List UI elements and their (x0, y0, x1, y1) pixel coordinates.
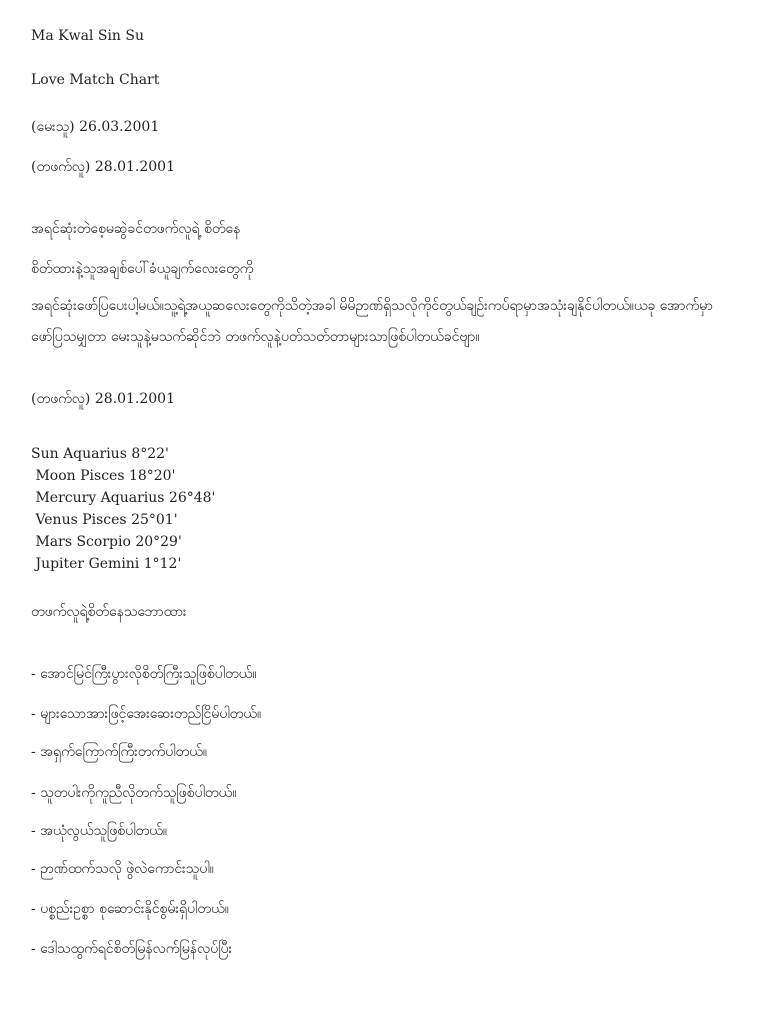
trait-item: - ဒေါသထွက်ရင်စိတ်မြန်လက်မြန်လုပ်ပြီး (31, 941, 233, 957)
intro-paragraph: အရင်ဆုံးဖော်ပြပေးပါ့မယ်။သူ့ရဲ့အယူဆလေးတွေကိုသိတဲ့အခါ မိမိဉာဏ်ရှိသလိုကိုင်တွယ်ချဉ်းကပ်ရာမှာအသုံးချနိုင်ပါတယ်။ယခု အောက်မှာဖော်ပြသမျှတာ မေးသူနဲ့မသက်ဆိုင်ဘဲ တဖက်လူနဲ့ပတ်သတ်တာများသာဖြစ်ပါတယ်ခင်ဗျာ။ (31, 298, 713, 345)
section-birth-date: (တဖက်လူ) 28.01.2001 (31, 391, 175, 407)
trait-item: - အရှက်ကြောက်ကြီးတက်ပါတယ်။ (31, 744, 207, 760)
trait-item: - အောင်မြင်ကြီးပွားလိုစိတ်ကြီးသူဖြစ်ပါတယ်။ (31, 666, 257, 682)
trait-item: - ပစ္စည်းဥစ္စာ စုဆောင်းနိုင်စွမ်းရှိပါတယ်။ (31, 901, 229, 917)
planet-line: Mars Scorpio 20°29' (31, 534, 182, 550)
traits-heading: တဖက်လူရဲ့စိတ်နေသဘောထား (31, 604, 187, 620)
planet-line: Moon Pisces 18°20' (31, 468, 176, 484)
intro-line-2: စိတ်ထားနဲ့သူအချစ်ပေါ်ခံယူချက်လေးတွေကို (31, 261, 254, 277)
intro-line-1: အရင်ဆုံးတဲစေ့မဆွဲခင်တဖက်လူရဲ့ စိတ်နေ (31, 221, 241, 237)
partner-birth-date: (တဖက်လူ) 28.01.2001 (31, 159, 175, 175)
trait-item: - ဉာဏ်ထက်သလို ဖွဲလဲကောင်းသူပါ။ (31, 861, 214, 877)
planet-line: Venus Pisces 25°01' (31, 512, 178, 528)
trait-item: - အယုံလွယ်သူဖြစ်ပါတယ်။ (31, 823, 167, 839)
trait-item: - သူတပါးကိုကူညီလိုတက်သူဖြစ်ပါတယ်။ (31, 785, 237, 801)
document-title: Love Match Chart (31, 72, 160, 88)
trait-item: - များသောအားဖြင့်အေးဆေးတည်ငြိမ်ပါတယ်။ (31, 706, 262, 722)
asker-birth-date: (မေးသူ) 26.03.2001 (31, 119, 160, 135)
planet-line: Jupiter Gemini 1°12' (31, 556, 182, 572)
author-name: Ma Kwal Sin Su (31, 28, 144, 44)
planet-line: Mercury Aquarius 26°48' (31, 490, 216, 506)
planet-line: Sun Aquarius 8°22' (31, 446, 169, 462)
